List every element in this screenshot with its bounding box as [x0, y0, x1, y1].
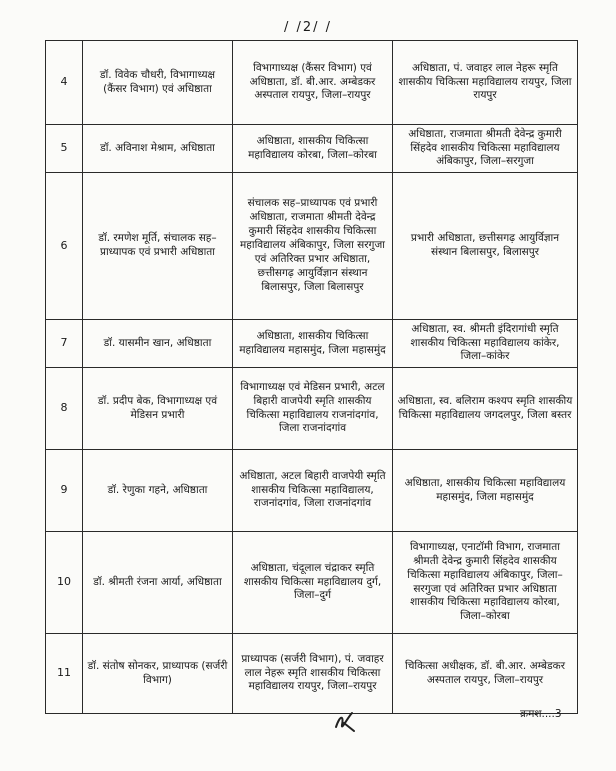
- officer-name: डॉ. श्रीमती रंजना आर्या, अधिष्ठाता: [83, 532, 233, 634]
- new-posting: अधिष्ठाता, राजमाता श्रीमती देवेन्द्र कुमारी सिंहदेव शासकीय चिकित्सा महाविद्यालय अंबिकापुर, जिला–सरगुजा: [393, 125, 578, 173]
- table-row: [46, 125, 578, 173]
- signature-mark: [330, 707, 360, 737]
- current-posting: प्राध्यापक (सर्जरी विभाग), पं. जवाहर लाल नेहरू स्मृति शासकीय चिकित्सा महाविद्यालय रायपुर, जिला–रायपुर: [233, 634, 393, 714]
- new-posting: विभागाध्यक्ष, एनाटॉमी विभाग, राजमाता श्रीमती देवेन्द्र कुमारी सिंहदेव शासकीय चिकित्सा महाविद्यालय अंबिकापुर, जिला–सरगुजा एवं अतिरिक्त प्रभार अधिष्ठाता शासकीय चिकित्सा महाविद्यालय कोरबा, जिला–कोरबा: [393, 532, 578, 634]
- serial-number: 11: [46, 634, 83, 714]
- serial-number: 4: [46, 41, 83, 125]
- table-row: [46, 532, 578, 634]
- new-posting: अधिष्ठाता, पं. जवाहर लाल नेहरू स्मृति शासकीय चिकित्सा महाविद्यालय रायपुर, जिला रायपुर: [393, 41, 578, 125]
- current-posting: अधिष्ठाता, चंदूलाल चंद्राकर स्मृति शासकीय चिकित्सा महाविद्यालय दुर्ग, जिला–दुर्ग: [233, 532, 393, 634]
- serial-number: 5: [46, 125, 83, 173]
- new-posting: चिकित्सा अधीक्षक, डॉ. बी.आर. अम्बेडकर अस्पताल रायपुर, जिला–रायपुर: [393, 634, 578, 714]
- table-row: [46, 634, 578, 714]
- current-posting: विभागाध्यक्ष एवं मेडिसन प्रभारी, अटल बिहारी वाजपेयी स्मृति शासकीय चिकित्सा महाविद्यालय राजनांदगांव, जिला राजनांदगांव: [233, 368, 393, 450]
- current-posting: अधिष्ठाता, शासकीय चिकित्सा महाविद्यालय कोरबा, जिला–कोरबा: [233, 125, 393, 173]
- current-posting: संचालक सह–प्राध्यापक एवं प्रभारी अधिष्ठाता, राजमाता श्रीमती देवेन्द्र कुमारी सिंहदेव शासकीय चिकित्सा महाविद्यालय अंबिकापुर, जिला सरगुजा एवं अतिरिक्त प्रभार अधिष्ठाता, छत्तीसगढ़ आयुर्विज्ञान संस्थान बिलासपुर, जिला बिलासपुर: [233, 173, 393, 320]
- serial-number: 10: [46, 532, 83, 634]
- current-posting: अधिष्ठाता, शासकीय चिकित्सा महाविद्यालय महासमुंद, जिला महासमुंद: [233, 320, 393, 368]
- officer-name: डॉ. प्रदीप बेक, विभागाध्यक्ष एवं मेडिसन प्रभारी: [83, 368, 233, 450]
- serial-number: 6: [46, 173, 83, 320]
- table-row: [46, 41, 578, 125]
- officer-name: डॉ. यासमीन खान, अधिष्ठाता: [83, 320, 233, 368]
- current-posting: विभागाध्यक्ष (कैंसर विभाग) एवं अधिष्ठाता, डॉ. बी.आर. अम्बेडकर अस्पताल रायपुर, जिला–रायपुर: [233, 41, 393, 125]
- serial-number: 9: [46, 450, 83, 532]
- current-posting: अधिष्ठाता, अटल बिहारी वाजपेयी स्मृति शासकीय चिकित्सा महाविद्यालय, राजनांदगांव, जिला राजनांदगांव: [233, 450, 393, 532]
- table-row: [46, 320, 578, 368]
- transfer-order-table: [45, 40, 578, 714]
- table-row: [46, 368, 578, 450]
- new-posting: अधिष्ठाता, स्व. श्रीमती इंदिरागांधी स्मृति शासकीय चिकित्सा महाविद्यालय कांकेर, जिला–कांकेर: [393, 320, 578, 368]
- table-row: [46, 173, 578, 320]
- officer-name: डॉ. संतोष सोनकर, प्राध्यापक (सर्जरी विभाग): [83, 634, 233, 714]
- new-posting: अधिष्ठाता, शासकीय चिकित्सा महाविद्यालय महासमुंद, जिला महासमुंद: [393, 450, 578, 532]
- new-posting: प्रभारी अधिष्ठाता, छत्तीसगढ़ आयुर्विज्ञान संस्थान बिलासपुर, बिलासपुर: [393, 173, 578, 320]
- serial-number: 8: [46, 368, 83, 450]
- officer-name: डॉ. रेणुका गहने, अधिष्ठाता: [83, 450, 233, 532]
- serial-number: 7: [46, 320, 83, 368]
- page-number-header: / /2/ /: [283, 20, 333, 35]
- table-row: [46, 450, 578, 532]
- officer-name: डॉ. अविनाश मेश्राम, अधिष्ठाता: [83, 125, 233, 173]
- new-posting: अधिष्ठाता, स्व. बलिराम कश्यप स्मृति शासकीय चिकित्सा महाविद्यालय जगदलपुर, जिला बस्तर: [393, 368, 578, 450]
- officer-name: डॉ. विवेक चौधरी, विभागाध्यक्ष (कैंसर विभाग) एवं अधिष्ठाता: [83, 41, 233, 125]
- officer-name: डॉ. रमणेश मूर्ति, संचालक सह–प्राध्यापक एवं प्रभारी अधिष्ठाता: [83, 173, 233, 320]
- continued-marker: क्रमश....3: [520, 708, 562, 720]
